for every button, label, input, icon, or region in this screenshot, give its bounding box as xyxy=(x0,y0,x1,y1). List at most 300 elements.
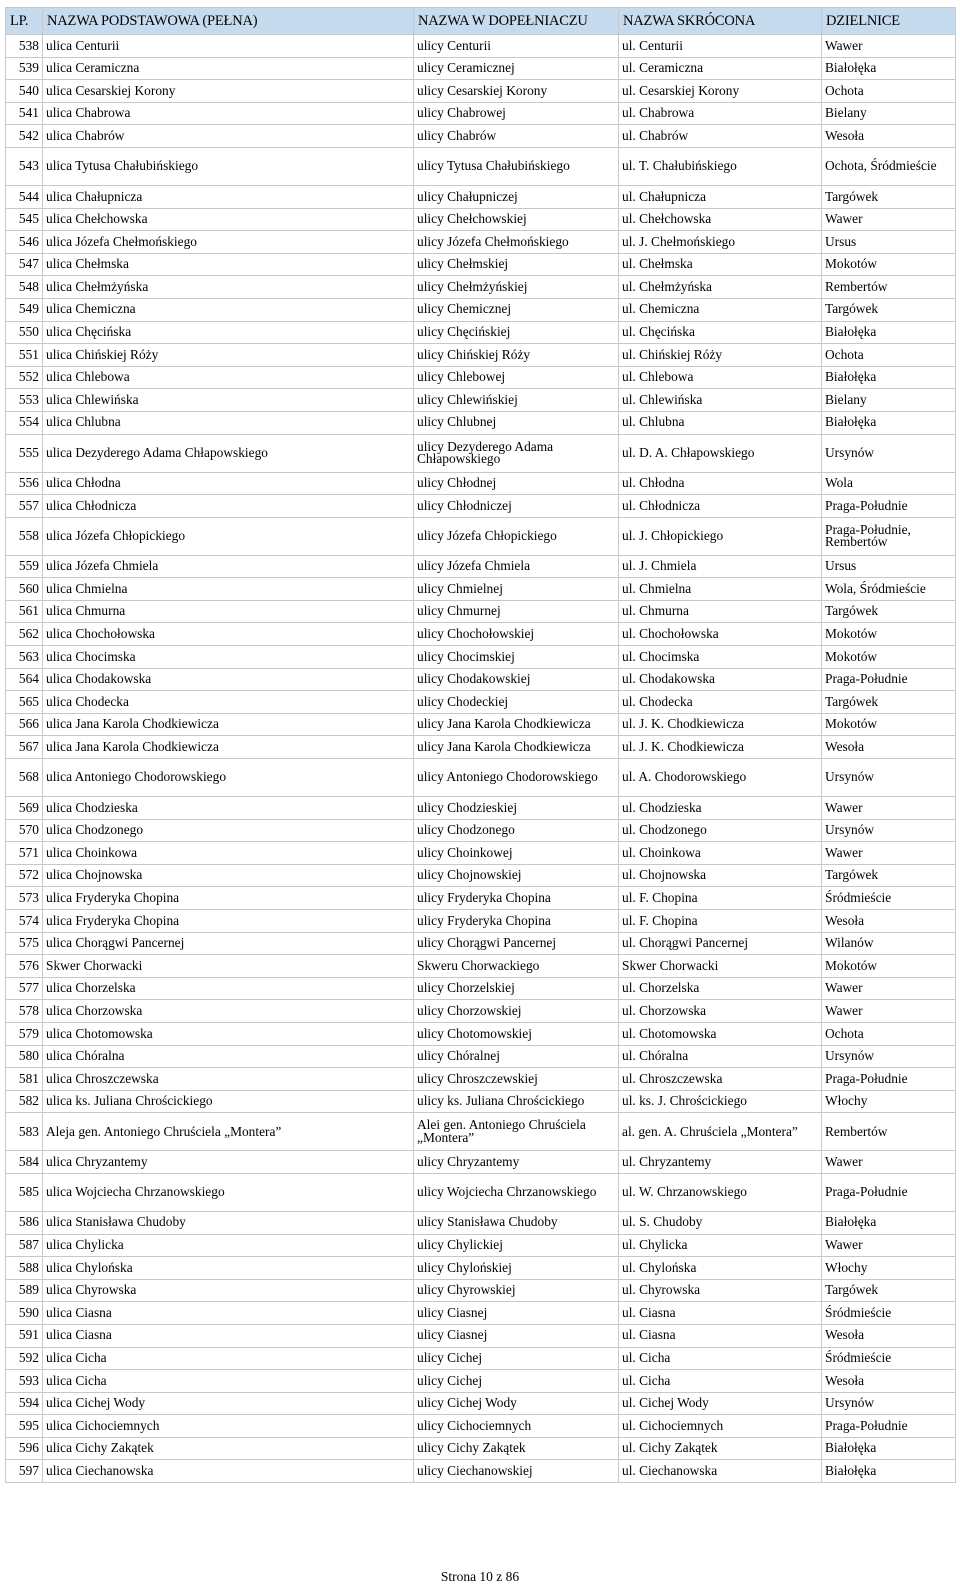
table-row xyxy=(6,434,956,472)
cell-short-name: ul. Chabrów xyxy=(619,125,822,148)
cell-short-name: al. gen. A. Chruściela „Montera” xyxy=(619,1113,822,1151)
cell-full-name: ulica Józefa Chmiela xyxy=(43,555,414,578)
cell-lp: 588 xyxy=(6,1257,43,1280)
table-row xyxy=(6,1347,956,1370)
cell-full-name: ulica Chylicka xyxy=(43,1234,414,1257)
cell-lp: 541 xyxy=(6,102,43,125)
cell-lp: 555 xyxy=(6,434,43,472)
cell-genitive-name: ulicy Chocimskiej xyxy=(414,646,619,669)
cell-short-name: ul. Ciasna xyxy=(619,1324,822,1347)
cell-genitive-name: ulicy Ceramicznej xyxy=(414,57,619,80)
cell-short-name: ul. Chotomowska xyxy=(619,1022,822,1045)
table-row xyxy=(6,842,956,865)
cell-short-name: ul. Chabrowa xyxy=(619,102,822,125)
cell-lp: 564 xyxy=(6,668,43,691)
cell-lp: 590 xyxy=(6,1302,43,1325)
cell-full-name: ulica Chóralna xyxy=(43,1045,414,1068)
cell-full-name: ulica Chodecka xyxy=(43,691,414,714)
cell-lp: 585 xyxy=(6,1173,43,1211)
cell-genitive-name: ulicy Chodzonego xyxy=(414,819,619,842)
cell-short-name: ul. Cicha xyxy=(619,1347,822,1370)
cell-short-name: ul. Chemiczna xyxy=(619,298,822,321)
cell-full-name: ulica Chotomowska xyxy=(43,1022,414,1045)
cell-genitive-name: ulicy Chotomowskiej xyxy=(414,1022,619,1045)
cell-full-name: ulica Stanisława Chudoby xyxy=(43,1211,414,1234)
cell-lp: 556 xyxy=(6,472,43,495)
cell-full-name: ulica Chorzelska xyxy=(43,977,414,1000)
table-row xyxy=(6,1022,956,1045)
cell-full-name: ulica Chroszczewska xyxy=(43,1068,414,1091)
cell-full-name: ulica Chełmżyńska xyxy=(43,276,414,299)
cell-districts: Wawer xyxy=(822,977,956,1000)
cell-short-name: ul. Chłodnicza xyxy=(619,495,822,518)
table-row xyxy=(6,797,956,820)
table-row xyxy=(6,887,956,910)
cell-genitive-name: ulicy Chmielnej xyxy=(414,578,619,601)
cell-genitive-name: ulicy Cichociemnych xyxy=(414,1415,619,1438)
cell-full-name: ulica Cicha xyxy=(43,1347,414,1370)
cell-lp: 572 xyxy=(6,864,43,887)
cell-short-name: ul. J. Chmiela xyxy=(619,555,822,578)
cell-genitive-name: ulicy Józefa Chmiela xyxy=(414,555,619,578)
table-row xyxy=(6,1324,956,1347)
cell-lp: 584 xyxy=(6,1151,43,1174)
cell-districts: Praga-Południe, Rembertów xyxy=(822,517,956,555)
table-row xyxy=(6,208,956,231)
cell-districts: Wola, Śródmieście xyxy=(822,578,956,601)
cell-lp: 586 xyxy=(6,1211,43,1234)
cell-short-name: ul. Ciasna xyxy=(619,1302,822,1325)
cell-short-name: ul. Chełchowska xyxy=(619,208,822,231)
cell-lp: 574 xyxy=(6,910,43,933)
cell-lp: 552 xyxy=(6,366,43,389)
cell-full-name: ulica Cicha xyxy=(43,1370,414,1393)
cell-full-name: ulica Chłodnicza xyxy=(43,495,414,518)
cell-full-name: ulica Chorzowska xyxy=(43,1000,414,1023)
cell-genitive-name: ulicy Cichej Wody xyxy=(414,1392,619,1415)
cell-districts: Ochota, Śródmieście xyxy=(822,147,956,185)
cell-short-name: ul. Chojnowska xyxy=(619,864,822,887)
cell-full-name: ulica Chałupnicza xyxy=(43,185,414,208)
table-row xyxy=(6,910,956,933)
table-row xyxy=(6,125,956,148)
table-row xyxy=(6,1090,956,1113)
cell-genitive-name: ulicy Chylickiej xyxy=(414,1234,619,1257)
cell-full-name: ulica Chabrowa xyxy=(43,102,414,125)
cell-short-name: ul. Cichej Wody xyxy=(619,1392,822,1415)
page-number: Strona 10 z 86 xyxy=(440,1569,520,1584)
cell-lp: 570 xyxy=(6,819,43,842)
table-row xyxy=(6,668,956,691)
table-row xyxy=(6,932,956,955)
table-row xyxy=(6,864,956,887)
cell-lp: 579 xyxy=(6,1022,43,1045)
cell-districts: Włochy xyxy=(822,1090,956,1113)
cell-full-name: ulica Chodzonego xyxy=(43,819,414,842)
table-row xyxy=(6,713,956,736)
cell-districts: Ursynów xyxy=(822,1392,956,1415)
cell-lp: 559 xyxy=(6,555,43,578)
table-row xyxy=(6,389,956,412)
cell-districts: Wesoła xyxy=(822,910,956,933)
cell-genitive-name: ulicy Chabrów xyxy=(414,125,619,148)
cell-lp: 589 xyxy=(6,1279,43,1302)
cell-lp: 551 xyxy=(6,344,43,367)
table-row xyxy=(6,1257,956,1280)
cell-full-name: ulica Cesarskiej Korony xyxy=(43,80,414,103)
table-row xyxy=(6,411,956,434)
cell-full-name: ulica Fryderyka Chopina xyxy=(43,887,414,910)
cell-genitive-name: ulicy Chorzowskiej xyxy=(414,1000,619,1023)
cell-districts: Wilanów xyxy=(822,932,956,955)
cell-short-name: ul. Chińskiej Róży xyxy=(619,344,822,367)
cell-genitive-name: ulicy Chodakowskiej xyxy=(414,668,619,691)
cell-lp: 547 xyxy=(6,253,43,276)
cell-genitive-name: ulicy Cichej xyxy=(414,1347,619,1370)
cell-full-name: ulica Ciasna xyxy=(43,1324,414,1347)
cell-full-name: ulica Cichy Zakątek xyxy=(43,1437,414,1460)
cell-full-name: ulica Chełmska xyxy=(43,253,414,276)
table-row xyxy=(6,1415,956,1438)
cell-short-name: ul. Chochołowska xyxy=(619,623,822,646)
cell-districts: Wola xyxy=(822,472,956,495)
cell-genitive-name: ulicy Fryderyka Chopina xyxy=(414,887,619,910)
cell-short-name: ul. Chodzieska xyxy=(619,797,822,820)
table-row xyxy=(6,344,956,367)
cell-short-name: ul. ks. J. Chrościckiego xyxy=(619,1090,822,1113)
cell-districts: Praga-Południe xyxy=(822,1173,956,1211)
table-row xyxy=(6,495,956,518)
cell-full-name: ulica Chojnowska xyxy=(43,864,414,887)
table-row xyxy=(6,736,956,759)
cell-districts: Mokotów xyxy=(822,955,956,978)
cell-districts: Mokotów xyxy=(822,646,956,669)
cell-short-name: ul. Chęcińska xyxy=(619,321,822,344)
cell-lp: 573 xyxy=(6,887,43,910)
cell-short-name: ul. Chóralna xyxy=(619,1045,822,1068)
table-row xyxy=(6,1279,956,1302)
cell-districts: Włochy xyxy=(822,1257,956,1280)
cell-districts: Ursus xyxy=(822,231,956,254)
table-row xyxy=(6,321,956,344)
cell-short-name: Skwer Chorwacki xyxy=(619,955,822,978)
table-row xyxy=(6,1000,956,1023)
cell-genitive-name: ulicy Wojciecha Chrzanowskiego xyxy=(414,1173,619,1211)
cell-short-name: ul. Chocimska xyxy=(619,646,822,669)
header-genitive-name: NAZWA W DOPEŁNIACZU xyxy=(414,8,619,35)
cell-full-name: ulica Chemiczna xyxy=(43,298,414,321)
cell-lp: 557 xyxy=(6,495,43,518)
cell-lp: 576 xyxy=(6,955,43,978)
cell-districts: Targówek xyxy=(822,864,956,887)
cell-lp: 591 xyxy=(6,1324,43,1347)
cell-districts: Białołęka xyxy=(822,1211,956,1234)
cell-districts: Mokotów xyxy=(822,253,956,276)
table-row xyxy=(6,1234,956,1257)
cell-short-name: ul. Chryzantemy xyxy=(619,1151,822,1174)
cell-full-name: ulica Chlewińska xyxy=(43,389,414,412)
cell-short-name: ul. J. Chełmońskiego xyxy=(619,231,822,254)
cell-genitive-name: ulicy Tytusa Chałubińskiego xyxy=(414,147,619,185)
cell-full-name: ulica ks. Juliana Chrościckiego xyxy=(43,1090,414,1113)
cell-short-name: ul. Centurii xyxy=(619,35,822,58)
table-row xyxy=(6,472,956,495)
header-lp: LP. xyxy=(6,8,43,35)
cell-genitive-name: ulicy Ciasnej xyxy=(414,1302,619,1325)
cell-lp: 580 xyxy=(6,1045,43,1068)
cell-full-name: ulica Chmurna xyxy=(43,600,414,623)
cell-lp: 540 xyxy=(6,80,43,103)
cell-lp: 594 xyxy=(6,1392,43,1415)
cell-full-name: ulica Chabrów xyxy=(43,125,414,148)
cell-districts: Ursynów xyxy=(822,1045,956,1068)
cell-genitive-name: ulicy Chlebowej xyxy=(414,366,619,389)
cell-full-name: ulica Józefa Chełmońskiego xyxy=(43,231,414,254)
table-row xyxy=(6,1068,956,1091)
table-row xyxy=(6,253,956,276)
cell-short-name: ul. J. Chłopickiego xyxy=(619,517,822,555)
cell-districts: Wawer xyxy=(822,1234,956,1257)
cell-districts: Targówek xyxy=(822,691,956,714)
cell-districts: Śródmieście xyxy=(822,887,956,910)
cell-lp: 554 xyxy=(6,411,43,434)
cell-lp: 549 xyxy=(6,298,43,321)
cell-full-name: ulica Józefa Chłopickiego xyxy=(43,517,414,555)
cell-short-name: ul. Chorągwi Pancernej xyxy=(619,932,822,955)
cell-genitive-name: ulicy Chłodniczej xyxy=(414,495,619,518)
cell-genitive-name: ulicy Chorągwi Pancernej xyxy=(414,932,619,955)
table-row xyxy=(6,1173,956,1211)
cell-genitive-name: Alei gen. Antoniego Chruściela „Montera” xyxy=(414,1113,619,1151)
cell-lp: 546 xyxy=(6,231,43,254)
cell-short-name: ul. A. Chodorowskiego xyxy=(619,759,822,797)
cell-lp: 543 xyxy=(6,147,43,185)
cell-full-name: ulica Chlebowa xyxy=(43,366,414,389)
cell-full-name: ulica Chełchowska xyxy=(43,208,414,231)
cell-genitive-name: ulicy Centurii xyxy=(414,35,619,58)
cell-lp: 587 xyxy=(6,1234,43,1257)
cell-full-name: ulica Cichej Wody xyxy=(43,1392,414,1415)
cell-full-name: ulica Chodzieska xyxy=(43,797,414,820)
cell-genitive-name: ulicy Chlubnej xyxy=(414,411,619,434)
cell-districts: Wawer xyxy=(822,208,956,231)
cell-full-name: ulica Ciasna xyxy=(43,1302,414,1325)
cell-short-name: ul. Chełmska xyxy=(619,253,822,276)
cell-genitive-name: ulicy Chlewińskiej xyxy=(414,389,619,412)
cell-lp: 567 xyxy=(6,736,43,759)
cell-lp: 578 xyxy=(6,1000,43,1023)
table-row xyxy=(6,1302,956,1325)
cell-districts: Rembertów xyxy=(822,1113,956,1151)
table-row xyxy=(6,600,956,623)
cell-lp: 561 xyxy=(6,600,43,623)
cell-genitive-name: ulicy Ciechanowskiej xyxy=(414,1460,619,1483)
cell-districts: Praga-Południe xyxy=(822,1068,956,1091)
cell-short-name: ul. Chodzonego xyxy=(619,819,822,842)
cell-full-name: ulica Chylońska xyxy=(43,1257,414,1280)
cell-lp: 565 xyxy=(6,691,43,714)
cell-districts: Wesoła xyxy=(822,736,956,759)
cell-lp: 568 xyxy=(6,759,43,797)
cell-districts: Bielany xyxy=(822,102,956,125)
cell-districts: Wawer xyxy=(822,35,956,58)
cell-lp: 597 xyxy=(6,1460,43,1483)
cell-short-name: ul. Chmielna xyxy=(619,578,822,601)
cell-full-name: ulica Chyrowska xyxy=(43,1279,414,1302)
cell-genitive-name: ulicy Chyrowskiej xyxy=(414,1279,619,1302)
table-row xyxy=(6,1392,956,1415)
cell-short-name: ul. Chyrowska xyxy=(619,1279,822,1302)
cell-full-name: ulica Ceramiczna xyxy=(43,57,414,80)
cell-districts: Ursynów xyxy=(822,434,956,472)
table-row xyxy=(6,102,956,125)
cell-lp: 558 xyxy=(6,517,43,555)
cell-districts: Wesoła xyxy=(822,125,956,148)
cell-districts: Mokotów xyxy=(822,623,956,646)
cell-genitive-name: ulicy Choinkowej xyxy=(414,842,619,865)
cell-lp: 596 xyxy=(6,1437,43,1460)
cell-short-name: ul. J. K. Chodkiewicza xyxy=(619,736,822,759)
cell-lp: 583 xyxy=(6,1113,43,1151)
table-row xyxy=(6,819,956,842)
cell-lp: 566 xyxy=(6,713,43,736)
cell-genitive-name: ulicy Chełmżyńskiej xyxy=(414,276,619,299)
cell-short-name: ul. Cesarskiej Korony xyxy=(619,80,822,103)
cell-districts: Białołęka xyxy=(822,1460,956,1483)
cell-districts: Ursus xyxy=(822,555,956,578)
cell-genitive-name: ulicy Chroszczewskiej xyxy=(414,1068,619,1091)
cell-districts: Targówek xyxy=(822,600,956,623)
table-row xyxy=(6,231,956,254)
cell-full-name: ulica Chryzantemy xyxy=(43,1151,414,1174)
cell-districts: Mokotów xyxy=(822,713,956,736)
cell-genitive-name: ulicy Chłodnej xyxy=(414,472,619,495)
cell-lp: 575 xyxy=(6,932,43,955)
table-row xyxy=(6,759,956,797)
header-districts: DZIELNICE xyxy=(822,8,956,35)
table-body xyxy=(6,35,956,1483)
table-row xyxy=(6,35,956,58)
cell-lp: 542 xyxy=(6,125,43,148)
table-row xyxy=(6,977,956,1000)
cell-genitive-name: ulicy Jana Karola Chodkiewicza xyxy=(414,713,619,736)
cell-districts: Wawer xyxy=(822,797,956,820)
cell-full-name: Skwer Chorwacki xyxy=(43,955,414,978)
table-row xyxy=(6,1370,956,1393)
table-row xyxy=(6,955,956,978)
cell-lp: 545 xyxy=(6,208,43,231)
table-header-row xyxy=(6,8,956,35)
cell-genitive-name: ulicy Cesarskiej Korony xyxy=(414,80,619,103)
cell-lp: 553 xyxy=(6,389,43,412)
cell-full-name: ulica Chochołowska xyxy=(43,623,414,646)
cell-full-name: ulica Chińskiej Róży xyxy=(43,344,414,367)
cell-lp: 571 xyxy=(6,842,43,865)
cell-short-name: ul. Chodecka xyxy=(619,691,822,714)
cell-districts: Śródmieście xyxy=(822,1302,956,1325)
table-row xyxy=(6,623,956,646)
cell-genitive-name: ulicy Chabrowej xyxy=(414,102,619,125)
table-row xyxy=(6,366,956,389)
table-row xyxy=(6,298,956,321)
header-short-name: NAZWA SKRÓCONA xyxy=(619,8,822,35)
cell-districts: Ochota xyxy=(822,80,956,103)
cell-short-name: ul. Chylicka xyxy=(619,1234,822,1257)
cell-districts: Białołęka xyxy=(822,366,956,389)
cell-lp: 581 xyxy=(6,1068,43,1091)
cell-districts: Wawer xyxy=(822,1000,956,1023)
cell-short-name: ul. S. Chudoby xyxy=(619,1211,822,1234)
cell-genitive-name: ulicy Chełmskiej xyxy=(414,253,619,276)
cell-short-name: ul. Chmurna xyxy=(619,600,822,623)
cell-full-name: ulica Chlubna xyxy=(43,411,414,434)
cell-short-name: ul. Chałupnicza xyxy=(619,185,822,208)
cell-districts: Wawer xyxy=(822,842,956,865)
cell-short-name: ul. Chorzelska xyxy=(619,977,822,1000)
cell-genitive-name: ulicy Chodeckiej xyxy=(414,691,619,714)
cell-lp: 582 xyxy=(6,1090,43,1113)
cell-genitive-name: ulicy Chmurnej xyxy=(414,600,619,623)
cell-districts: Targówek xyxy=(822,185,956,208)
cell-genitive-name: Skweru Chorwackiego xyxy=(414,955,619,978)
cell-full-name: ulica Ciechanowska xyxy=(43,1460,414,1483)
cell-genitive-name: ulicy Dezyderego Adama Chłapowskiego xyxy=(414,434,619,472)
cell-districts: Białołęka xyxy=(822,1437,956,1460)
table-row xyxy=(6,578,956,601)
cell-districts: Białołęka xyxy=(822,321,956,344)
cell-districts: Wawer xyxy=(822,1151,956,1174)
street-names-table xyxy=(5,7,956,1483)
cell-genitive-name: ulicy Antoniego Chodorowskiego xyxy=(414,759,619,797)
table-row xyxy=(6,80,956,103)
cell-short-name: ul. Ceramiczna xyxy=(619,57,822,80)
cell-districts: Praga-Południe xyxy=(822,495,956,518)
cell-lp: 595 xyxy=(6,1415,43,1438)
cell-genitive-name: ulicy Józefa Chełmońskiego xyxy=(414,231,619,254)
cell-lp: 560 xyxy=(6,578,43,601)
cell-genitive-name: ulicy Chińskiej Róży xyxy=(414,344,619,367)
table-row xyxy=(6,555,956,578)
cell-full-name: ulica Chłodna xyxy=(43,472,414,495)
cell-genitive-name: ulicy Chęcińskiej xyxy=(414,321,619,344)
cell-lp: 563 xyxy=(6,646,43,669)
table-row xyxy=(6,1460,956,1483)
cell-short-name: ul. T. Chałubińskiego xyxy=(619,147,822,185)
table-row xyxy=(6,276,956,299)
cell-districts: Praga-Południe xyxy=(822,1415,956,1438)
cell-districts: Wesoła xyxy=(822,1370,956,1393)
cell-districts: Rembertów xyxy=(822,276,956,299)
cell-districts: Ursynów xyxy=(822,819,956,842)
cell-genitive-name: ulicy Fryderyka Chopina xyxy=(414,910,619,933)
cell-full-name: ulica Fryderyka Chopina xyxy=(43,910,414,933)
cell-districts: Białołęka xyxy=(822,57,956,80)
cell-lp: 550 xyxy=(6,321,43,344)
cell-districts: Wesoła xyxy=(822,1324,956,1347)
cell-short-name: ul. Chylońska xyxy=(619,1257,822,1280)
table-row xyxy=(6,1045,956,1068)
cell-full-name: ulica Chmielna xyxy=(43,578,414,601)
cell-short-name: ul. Chorzowska xyxy=(619,1000,822,1023)
cell-genitive-name: ulicy Cichej xyxy=(414,1370,619,1393)
cell-genitive-name: ulicy Cichy Zakątek xyxy=(414,1437,619,1460)
table-row xyxy=(6,691,956,714)
cell-full-name: ulica Choinkowa xyxy=(43,842,414,865)
cell-lp: 593 xyxy=(6,1370,43,1393)
cell-full-name: ulica Jana Karola Chodkiewicza xyxy=(43,736,414,759)
cell-genitive-name: ulicy Chemicznej xyxy=(414,298,619,321)
cell-genitive-name: ulicy Chełchowskiej xyxy=(414,208,619,231)
